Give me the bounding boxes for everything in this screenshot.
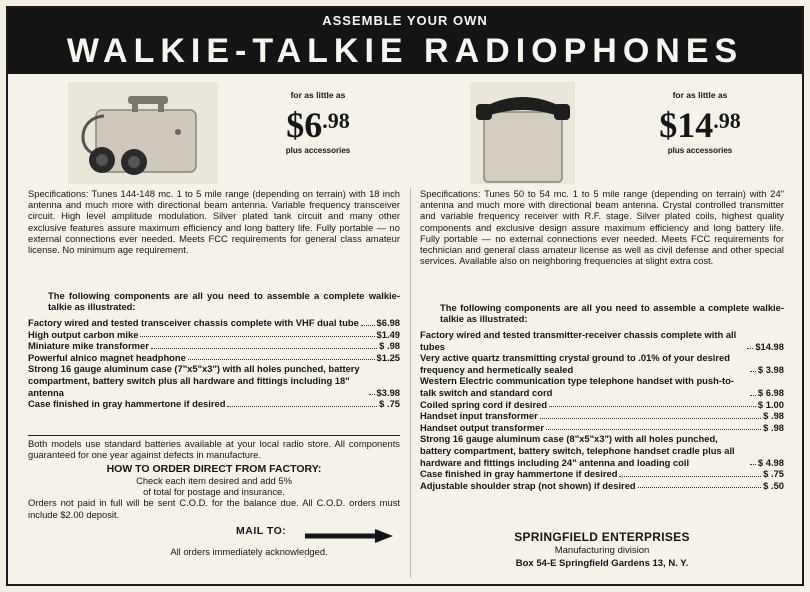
list-item: Powerful alnico magnet headphone $1.25	[28, 351, 400, 363]
company-block	[420, 532, 784, 570]
list-item: Case finished in gray hammertone if desired $ .75	[420, 468, 784, 480]
radiophone-photo	[470, 82, 575, 184]
list-item: Adjustable shoulder strap (not shown) if desired $ .50	[420, 479, 784, 491]
company-address: Box 54-E Springfield Gardens 13, N. Y.	[515, 558, 689, 570]
right-plus-accessories: plus accessories	[667, 146, 733, 156]
cod-note: Orders not paid in full will be sent C.O.D. for the balance due. All C.O.D. orders must include $2.00 deposit.	[28, 497, 400, 520]
left-specifications: Specifications: Tunes 144-148 mc. 1 to 5 mile range (depending on terrain) with 18 inch antenna and much more with directional beam antenna. Variable frequency transceiver circuit. High level amplitude modulation. Silver plated tank circuit and many other exclusive features assure maximum efficiency and long battery life. Fully portable — no external connections ever needed. Meets FCC requirements for general class amateur license. No minimum age requirement.	[28, 188, 400, 256]
acknowledged-note: All orders immediately acknowledged.	[170, 545, 328, 557]
batteries-note: Both models use standard batteries available at your local radio store. All components guaranteed for one year against defects in manufacture.	[28, 438, 400, 461]
left-plus-accessories: plus accessories	[285, 146, 351, 156]
how-to-order-heading: HOW TO ORDER DIRECT FROM FACTORY:	[106, 463, 322, 476]
header-title: WALKIE-TALKIE RADIOPHONES	[66, 32, 744, 70]
right-components-intro: The following components are all you need to assemble a complete walkie-talkie as illustrated:	[440, 302, 784, 325]
header-subtitle: ASSEMBLE YOUR OWN	[322, 13, 488, 28]
mail-to-label: MAIL TO:	[236, 524, 287, 537]
left-for-as-little: for as little as	[290, 90, 346, 100]
check-line-1: Check each item desired and add 5%	[136, 475, 292, 487]
right-price-box	[620, 90, 780, 156]
left-components-list	[28, 317, 400, 410]
list-item: Very active quartz transmitting crystal ground to .01% of your desired frequency and hermetically sealed $ 3.98	[420, 352, 784, 375]
left-components-intro: The following components are all you need to assemble a complete walkie-talkie as illustrated:	[48, 290, 400, 313]
list-item: Miniature mike transformer $ .98	[28, 340, 400, 352]
mail-to-row	[28, 523, 400, 545]
company-division: Manufacturing division	[554, 545, 650, 557]
right-components-list	[420, 329, 784, 491]
left-divider	[28, 435, 400, 436]
advertisement-page	[6, 6, 804, 586]
left-price: $\$6^{.98}$	[286, 105, 350, 146]
list-item: Coiled spring cord if desired $ 1.00	[420, 398, 784, 410]
right-arrow-icon	[305, 529, 393, 543]
check-line-2: of total for postage and insurance.	[143, 486, 285, 498]
right-price: $\$14^{.98}$	[659, 105, 741, 146]
list-item: Factory wired and tested transmitter-receiver chassis complete with all tubes $14.98	[420, 329, 784, 352]
list-item: High output carbon mike $1.49	[28, 328, 400, 340]
left-footer	[28, 438, 400, 557]
list-item: Handset output transformer $ .98	[420, 421, 784, 433]
walkie-talkie-photo	[68, 82, 218, 184]
list-item: Strong 16 gauge aluminum case (7"x5"x3") with all holes punched, battery compartment, battery switch plus all hardware and fittings including 18" antenna $3.98	[28, 363, 400, 398]
header-banner	[8, 8, 802, 74]
company-name: SPRINGFIELD ENTERPRISES	[514, 530, 690, 544]
right-specifications: Specifications: Tunes 50 to 54 mc. 1 to 5 mile range (depending on terrain) with 24" antenna and much more with directional beam antenna. Crystal controlled transmitter and variable frequency receiver with R.F. stage. Silver plated coils, highest quality components and exclusive design assure maximum efficiency and long battery life. Fully portable — no external connections ever needed. Meets FCC requirements for technician and general class amateur license as well as civil defense and other special services. Available also on neighboring frequencies at slight extra cost.	[420, 188, 784, 267]
right-for-as-little: for as little as	[672, 90, 728, 100]
list-item: Handset input transformer $ .98	[420, 410, 784, 422]
left-price-box	[238, 90, 398, 156]
list-item: Strong 16 gauge aluminum case (8"x5"x3") with all holes punched, battery compartment, battery switch, telephone handset cradle plus all hardware and fittings including 24" antenna and loading coil $ 4.98	[420, 433, 784, 468]
list-item: Case finished in gray hammertone if desired $ .75	[28, 398, 400, 410]
column-divider	[410, 188, 411, 578]
list-item: Western Electric communication type telephone handset with push-to-talk switch and standard cord $ 6.98	[420, 375, 784, 398]
list-item: Factory wired and tested transceiver chassis complete with VHF dual tube $6.98	[28, 317, 400, 328]
